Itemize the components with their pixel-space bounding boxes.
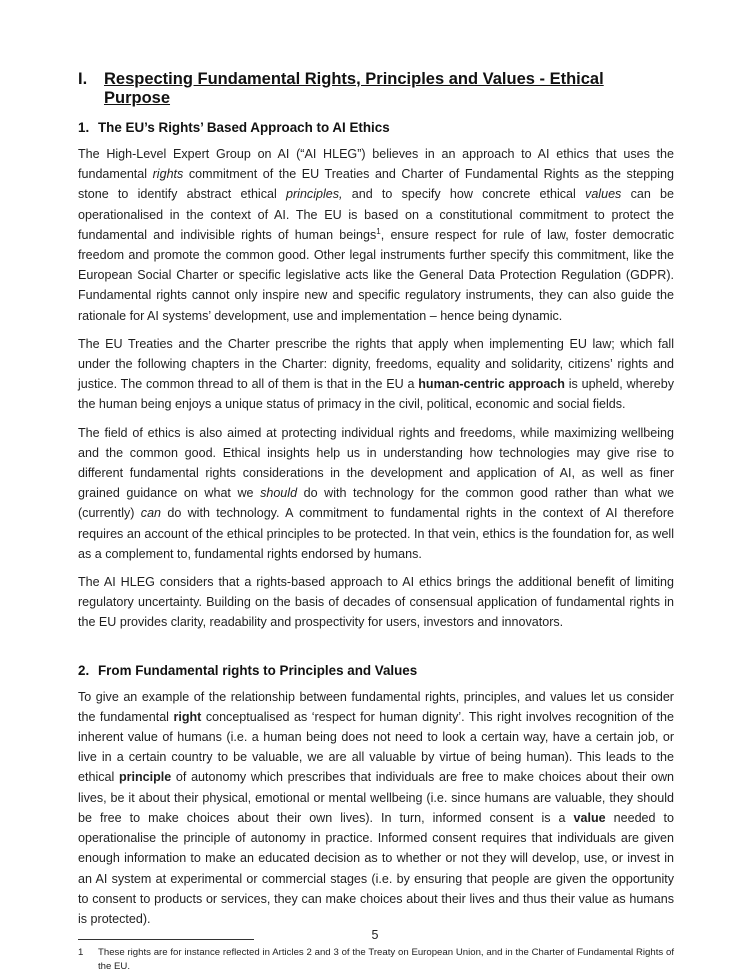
section-heading <box>78 70 674 108</box>
paragraph-3: The field of ethics is also aimed at protecting individual rights and freedoms, while maximizing wellbeing and the common good. Ethical insights help us in understanding how technologies may give rise to different fundamental rights considerations in the development and application of AI, as well as finer grained guidance on what we should do with technology for the common good rather than what we (currently) can do with technology. A commitment to fundamental rights in the context of AI therefore requires an account of the ethical principles to be protected. In that vein, ethics is the foundation for, as well as a complement to, fundamental rights endorsed by humans. <box>78 425 675 561</box>
footnote-number: 1 <box>78 947 84 959</box>
paragraph-5: To give an example of the relationship between fundamental rights, principles, and values let us consider the fundamental right conceptualised as ‘respect for human dignity’. This right involves recognition of the inherent value of humans (i.e. a human being does not need to look a certain way, have a certain job, or live in a certain country to be valuable, we are all valuable by virtue of being human). This leads to the ethical principle of autonomy which prescribes that individuals are free to make choices about their own lives, be it about their physical, emotional or mental wellbeing (i.e. since humans are valuable, they should be free to make choices about their own lives). In turn, informed consent is a value needed to operationalise the principle of autonomy in practice. Informed consent requires that individuals are given enough information to make an educated decision as to whether or not they will develop, use, or invest in an AI system at experimental or commercial stages (i.e. by ensuring that people are given the opportunity to consent to products or services, they can make choices about their lives and thus their value as humans is protected). <box>78 689 674 926</box>
subsection-2-number: 2. <box>78 662 90 678</box>
footnote-ref: 1 <box>376 226 381 236</box>
subsection-1-number: 1. <box>78 120 90 135</box>
section-gap <box>78 641 674 663</box>
page-number: 5 <box>371 928 379 942</box>
paragraph-1: The High-Level Expert Group on AI (“AI HLEG”) believes in an approach to AI ethics that uses the fundamental rights commitment of the EU Treaties and Charter of Fundamental Rights as the stepping stone to identify abstract ethical principles, and to specify how concrete ethical values can be operationalised in the context of AI. The EU is based on a constitutional commitment to protect the fundamental and indivisible rights of human beings$^1$, ensure respect for rule of law, foster democratic freedom and promote the common good. Other legal instruments further specify this commitment, like the European Social Charter or specific legislative acts like the General Data Protection Regulation (GDPR). Fundamental rights cannot only inspire new and specific regulatory instruments, they can also guide the rationale for AI systems’ development, use and implementation – hence being dynamic. <box>78 147 674 323</box>
section-number: I. <box>78 70 88 88</box>
section-title: Respecting Fundamental Rights, Principles and Values - Ethical Purpose <box>103 70 604 107</box>
subsection-2-title: From Fundamental rights to Principles and Values <box>98 662 418 678</box>
subsection-1-heading <box>78 120 674 135</box>
subsection-2-heading <box>78 663 674 678</box>
paragraph-2: The EU Treaties and the Charter prescribe the rights that apply when implementing EU law; which fall under the following chapters in the Charter: dignity, freedoms, equality and solidarity, citizens’ rights and justice. The common thread to all of them is that in the EU a human-centric approach is upheld, whereby the human being enjoys a unique status of primacy in the civil, political, economic and social fields. <box>78 336 674 412</box>
footnote-text: These rights are for instance reflected in Articles 2 and 3 of the Treaty on European Union, and in the Charter of Fundamental Rights of the EU. <box>98 947 674 973</box>
subsection-1-title: The EU’s Rights’ Based Approach to AI Ethics <box>98 120 390 135</box>
document-page <box>78 70 674 974</box>
paragraph-4: The AI HLEG considers that a rights-based approach to AI ethics brings the additional benefit of limiting regulatory uncertainty. Building on the basis of decades of consensual application of fundamental rights in the EU provides clarity, readability and prospectivity for users, investors and innovators. <box>78 575 674 630</box>
